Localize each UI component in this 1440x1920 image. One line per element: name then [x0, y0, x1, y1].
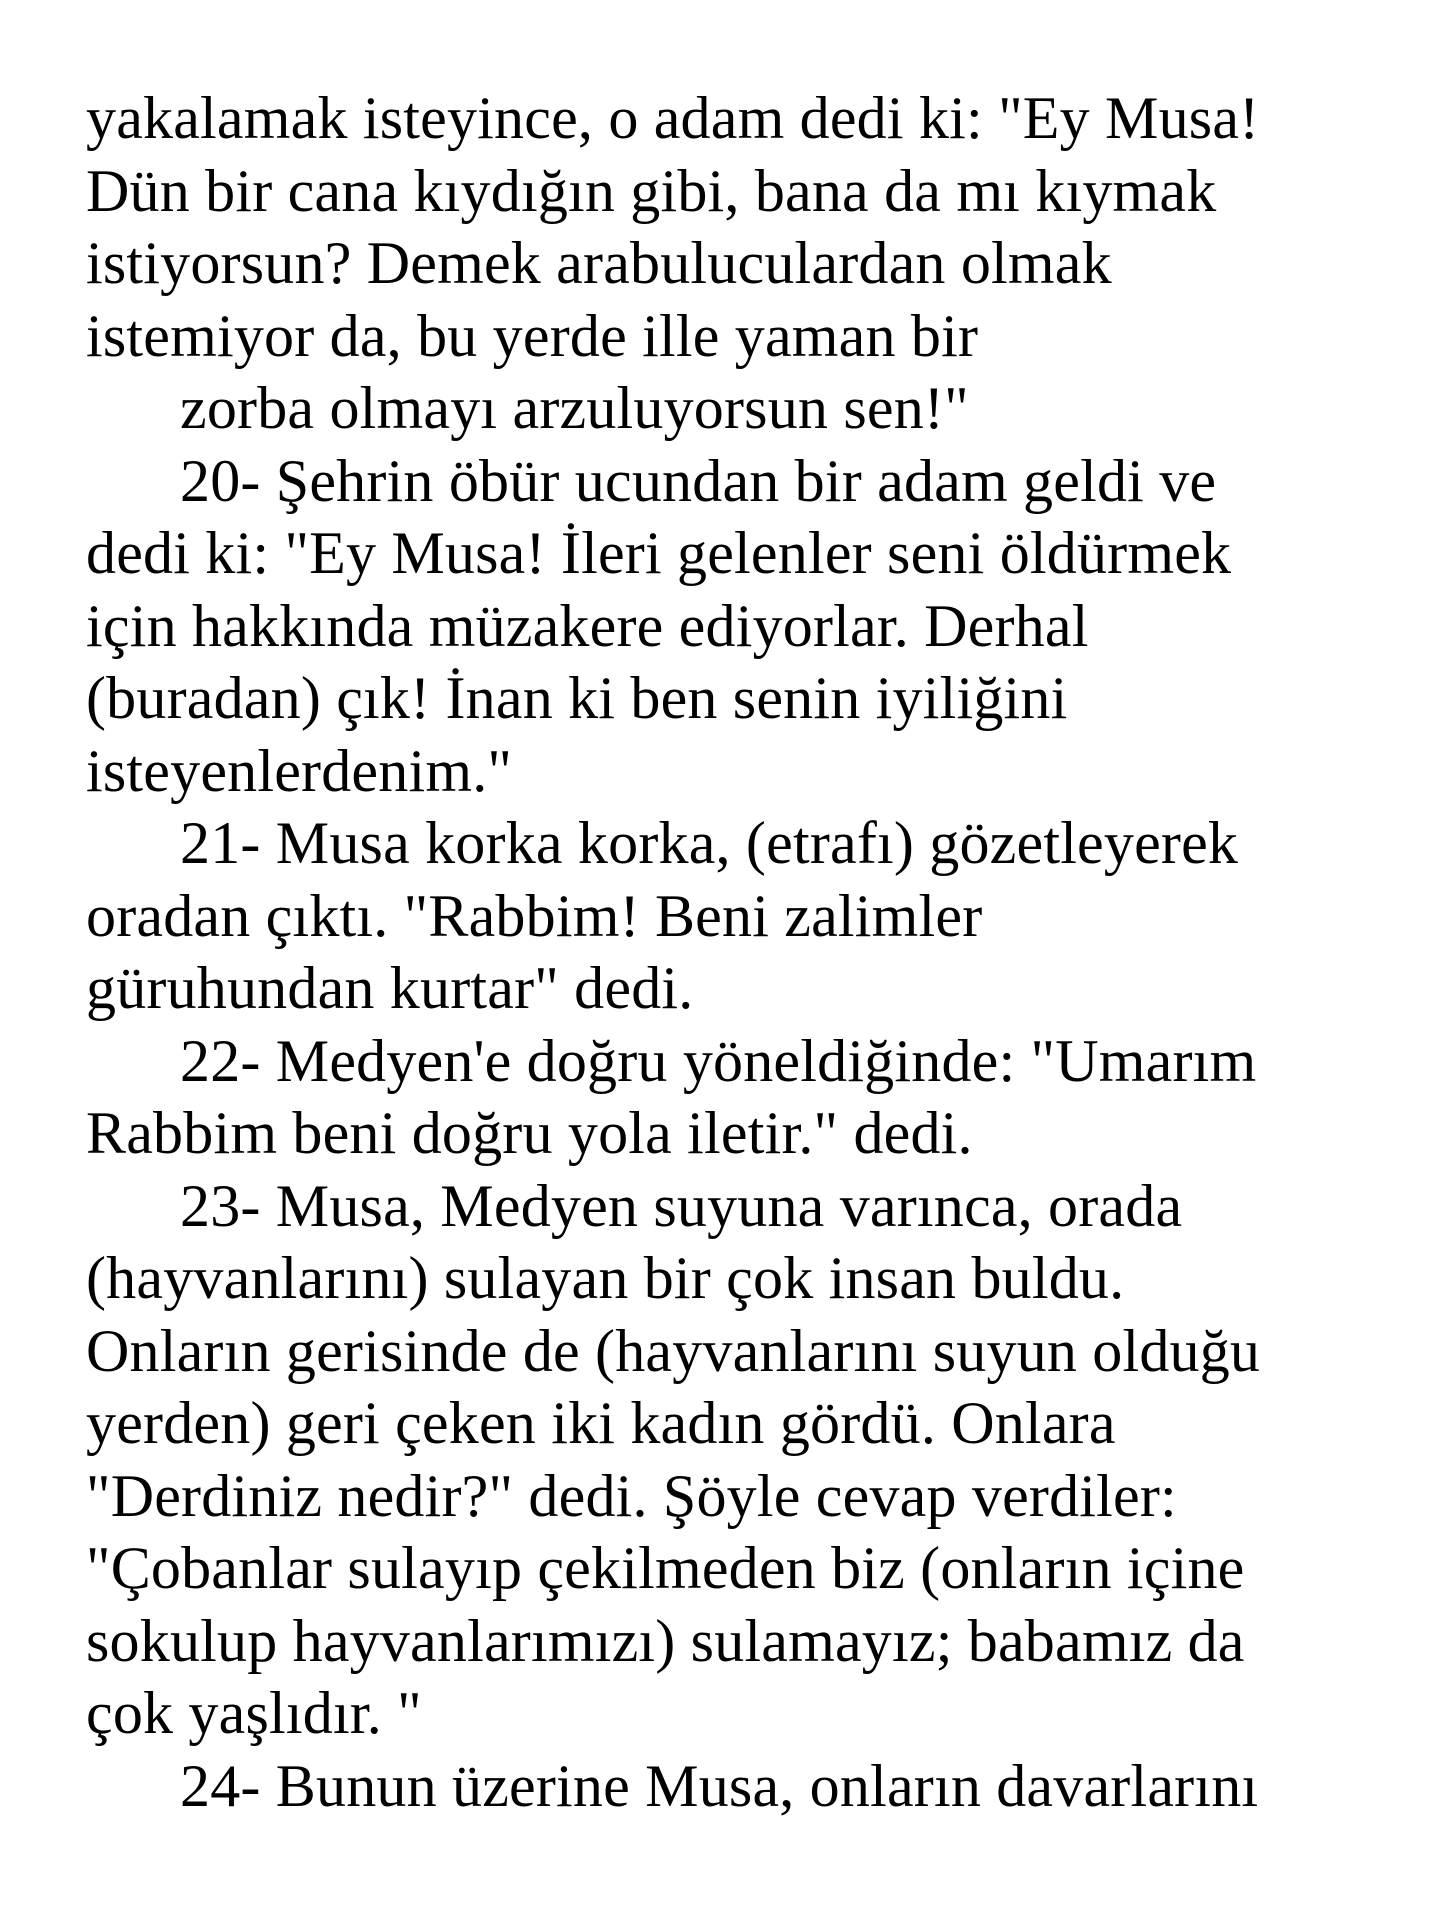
verse-20-start: 20- Şehrin öbür ucundan bir adam geldi ve — [180, 447, 1217, 514]
text-line: çok yaşlıdır. " — [86, 1680, 422, 1746]
verse-23-start: 23- Musa, Medyen suyuna varınca, orada — [180, 1172, 1183, 1239]
text-line: dedi ki: "Ey Musa! İleri gelenler seni öldürmek — [86, 520, 1232, 586]
text-line: için hakkında müzakere ediyorlar. Derhal — [86, 592, 1089, 659]
body-text — [86, 82, 1406, 1822]
text-line: istemiyor da, bu yerde ille yaman bir — [86, 302, 979, 369]
text-line: (buradan) çık! İnan ki ben senin iyiliğini — [86, 665, 1068, 731]
verse-22-start: 22- Medyen'e doğru yöneldiğinde: "Umarım — [180, 1027, 1257, 1094]
text-line: güruhundan kurtar" dedi. — [86, 955, 694, 1021]
text-line: Rabbim beni doğru yola iletir." dedi. — [86, 1100, 973, 1166]
verse-24-start: 24- Bunun üzerine Musa, onların davarlarını — [180, 1752, 1259, 1819]
verse-21-start: 21- Musa korka korka, (etrafı) gözetleyerek — [180, 810, 1239, 876]
text-line: Onların gerisinde de (hayvanlarını suyun olduğu — [86, 1317, 1261, 1384]
text-line: (hayvanlarını) sulayan bir çok insan buldu. — [86, 1245, 1125, 1311]
text-line: sokulup hayvanlarımızı) sulamayız; babamız da — [86, 1607, 1245, 1674]
text-line: yerden) geri çeken iki kadın gördü. Onlara — [86, 1390, 1116, 1456]
text-line: "Çobanlar sulayıp çekilmeden biz (onların içine — [86, 1535, 1245, 1601]
text-line: Dün bir cana kıydığın gibi, bana da mı kıymak — [86, 157, 1217, 224]
text-line: oradan çıktı. "Rabbim! Beni zalimler — [86, 882, 983, 949]
text-line: isteyenlerdenim." — [86, 737, 513, 804]
text-line: zorba olmayı arzuluyorsun sen!" — [180, 375, 969, 441]
text-line: "Derdiniz nedir?" dedi. Şöyle cevap verdiler: — [86, 1462, 1177, 1529]
text-line: istiyorsun? Demek arabuluculardan olmak — [86, 230, 1112, 296]
text-line: yakalamak isteyince, o adam dedi ki: "Ey Musa! — [86, 85, 1260, 151]
